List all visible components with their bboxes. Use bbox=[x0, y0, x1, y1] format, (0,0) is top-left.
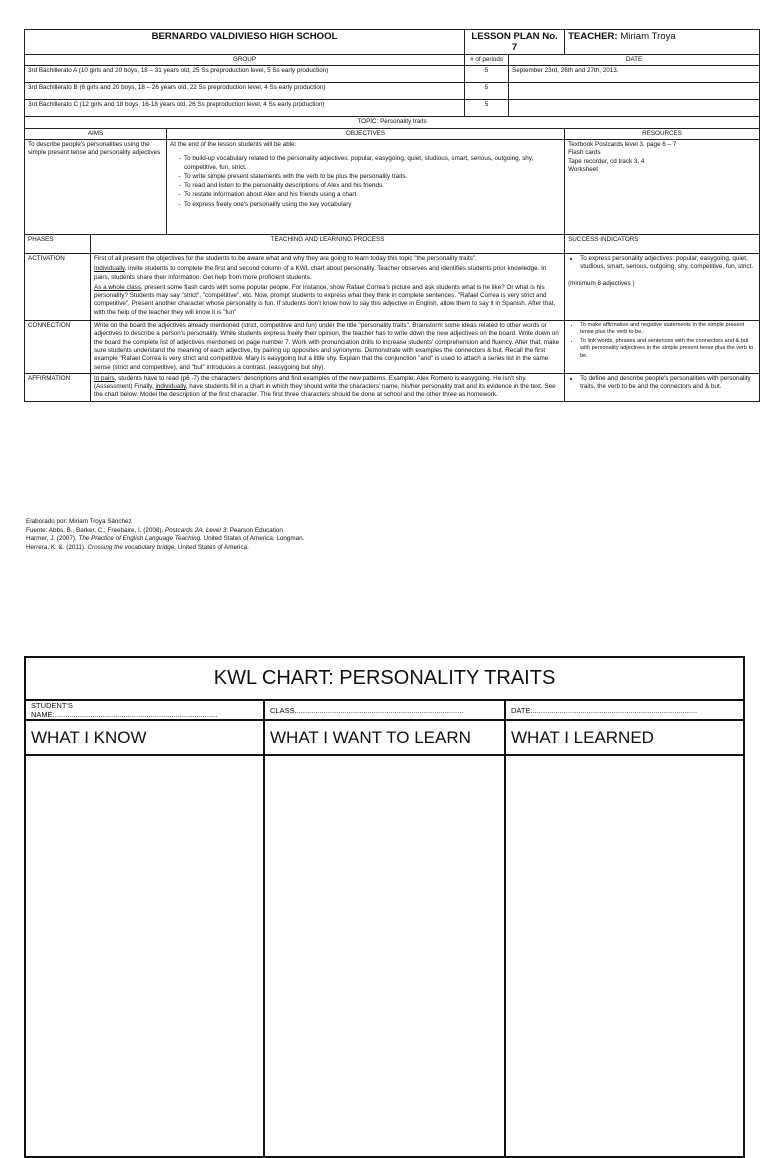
resources-cell bbox=[565, 139, 760, 234]
indicator-item: • To express personality adjectives: popular, easygoing, quiet, studious, smart, serious, outgoing, shy, competitive, fun, strict. bbox=[580, 255, 756, 272]
objective-item: - To write simple present statements with the verb to be plus the personality traits. bbox=[184, 173, 561, 181]
lesson-number: LESSON PLAN No. 7 bbox=[465, 30, 565, 55]
teacher-label: TEACHER: bbox=[568, 31, 618, 42]
connection-indicators bbox=[565, 321, 760, 374]
indicator-item: • To make affirmative and negative statements in the simple present tense plus the verb to be. bbox=[580, 322, 756, 337]
indicator-note: (minimum 8 adjectives ) bbox=[568, 279, 635, 287]
want-answer-area bbox=[264, 755, 505, 1157]
group-a: 3rd Bachillerato A (10 girls and 20 boys, 18 – 31 years old, 25 Ss preproduction level, 5 Ss early production) bbox=[25, 66, 465, 83]
affirmation-indicator-list bbox=[568, 375, 756, 392]
activation-text bbox=[91, 253, 565, 320]
affirmation-indicators bbox=[565, 373, 760, 401]
author-credit: Elaborado por: Miriam Troya Sánchez bbox=[26, 518, 132, 525]
resource-item: Flash cards bbox=[568, 149, 601, 157]
affirmation-text1: , students have to read (p6 -7) the characters' descriptions and find examples of the new patterns. Example: Alex Romero is easygoing. He isn't shy. (Assessment) Finally, bbox=[94, 374, 527, 391]
affirmation-lead: In pairs bbox=[94, 374, 115, 382]
group-header: GROUP bbox=[25, 55, 465, 66]
affirmation-lead2: individually bbox=[155, 383, 186, 391]
affirmation-text2: , have students fill in a chart in which they should write the characters' name, his/her personality trait and its evidence in the text. See the chart below. Model the description of the first character. The first three characters should be done at school and the other three as homework. bbox=[94, 383, 556, 399]
resource-item: Tape recorder, cd track 3, 4 bbox=[568, 157, 645, 165]
kwl-title: KWL CHART: PERSONALITY TRAITS bbox=[25, 657, 744, 700]
group-b: 3rd Bachillerato B (6 girls and 20 boys, 18 – 26 years old, 22 Ss preproduction level, 4 Ss early production) bbox=[25, 83, 465, 100]
objective-item: - To restate information about Alex and his friends using a chart bbox=[184, 191, 561, 199]
reference-item: Fuente: Abbs, B., Barker, C.; Freebaire, I. (2008). Postcards 2A, Level 3: Pearson Education bbox=[26, 526, 283, 534]
know-answer-area bbox=[25, 755, 264, 1157]
activation-p1: First of all present the objectives for the students to be aware what and why they are going to learn today this topic "the personality traits". bbox=[94, 254, 477, 262]
resource-item: Textbook Postcards level 3, page 6 – 7 bbox=[568, 140, 677, 148]
objective-item: - To read and listen to the personality descriptions of Alex and his friends. bbox=[184, 182, 561, 190]
references bbox=[26, 518, 304, 553]
activation-p3-lead: As a whole class bbox=[94, 283, 141, 291]
objectives-header: OBJECTIVES bbox=[167, 128, 565, 139]
date-header: DATE bbox=[509, 55, 760, 66]
objectives-cell bbox=[167, 139, 565, 234]
teacher-cell bbox=[565, 30, 760, 55]
activation-indicators bbox=[565, 253, 760, 320]
phase-connection: CONNECTION bbox=[25, 321, 91, 374]
group-a-date: September 23rd, 26th and 27th, 2013. bbox=[509, 66, 760, 83]
learned-answer-area bbox=[505, 755, 744, 1157]
phase-affirmation: AFFIRMATION bbox=[25, 373, 91, 401]
col-what-i-know: WHAT I KNOW bbox=[25, 720, 264, 755]
activation-p2-lead: Individually bbox=[94, 265, 125, 273]
phase-activation: ACTIVATION bbox=[25, 253, 91, 320]
group-b-date bbox=[509, 83, 760, 100]
indicator-item: • To define and describe people's personalities with personality traits, the verb to be and the connectors and & but. bbox=[580, 375, 756, 392]
aims-text: To describe people's personalities using the simple present tense and personality adjectives bbox=[25, 139, 167, 234]
reference-item: Herrera, K. &. (2011). Crossing the vocabulary bridge. United States of America. bbox=[26, 544, 249, 552]
process-header: TEACHING AND LEARNING PROCESS bbox=[91, 234, 565, 253]
objective-item: - To express freely one's personality using the key vocabulary bbox=[184, 201, 561, 209]
group-b-periods: 5 bbox=[465, 83, 509, 100]
date-field: DATE:............................................................................... bbox=[505, 700, 744, 720]
indicator-item: • To link words, phrases and sentences with the connectors and & but with personality adjectives in the simple present tense plus the verb to be. bbox=[580, 338, 756, 360]
group-c-periods: 5 bbox=[465, 100, 509, 117]
activation-p3: , present some flash cards with some popular people. For instance, show Rafael Correa's picture and ask students what is he like? Or what is his personality? Students may say "strict", "competitive", etc. Now, prompt students to express what they think in complete sentences. "Rafael Correa is very strict and competitive". Present another character whose personality is fun. If students don't know how to say this adjective in English, allow them to say it in Spanish. After that, with the help of the teacher they will know it is "fun" bbox=[94, 283, 556, 316]
activation-p2: , invite students to complete the first and second column of a KWL chart about personality. Teacher observes and identifies students prior knowledge. In pairs, students share their information. Get help from more proficient students. bbox=[94, 265, 547, 281]
phases-header: PHASES bbox=[25, 234, 91, 253]
student-name-field: STUDENT'S NAME:.............................................................................. bbox=[25, 700, 264, 720]
group-c: 3rd Bachillerato C (12 girls and 18 boys, 16-18 years old, 26 Ss preproduction level, 4 Ss early production) bbox=[25, 100, 465, 117]
resources-header: RESOURCES bbox=[565, 128, 760, 139]
connection-text: Write on the board the adjectives already mentioned (strict, competitive and fun) under the title "personality traits". Brainstorm some ideas related to other words or adjectives to describe a person's personality. While students express freely their opinion, the teacher has to write down the new adjectives on the board. Write down on the board the complete list of adjectives mentioned on page number 7. Work with pronunciation drills to increase students' comprehension and fluency. After that, make sure students understand the meaning of each adjective, by pairing up opposites and synonyms. Demonstrate with examples the connectors & but. Recall the first example "Rafael Correa is very strict and competitive. Mary is easygoing but a little shy. Explain that the conjunction "and" is used to attach a series list in the same sense (strict and competitive), and "but" introduces a contrast. (easygoing but shy). bbox=[91, 321, 565, 374]
kwl-chart bbox=[24, 656, 745, 1158]
resource-item: Worksheet bbox=[568, 165, 599, 173]
indicators-header: SUCCESS INDICATORS bbox=[565, 234, 760, 253]
col-what-i-want-to-learn: WHAT I WANT TO LEARN bbox=[264, 720, 505, 755]
col-what-i-learned: WHAT I LEARNED bbox=[505, 720, 744, 755]
group-c-date bbox=[509, 100, 760, 117]
activation-indicator-list bbox=[568, 255, 756, 272]
objectives-list bbox=[170, 155, 561, 209]
lesson-plan-table bbox=[24, 29, 760, 402]
objective-item: - To build-up vocabulary related to the personality adjectives: popular, easygoing, quiet, studious, smart, serious, outgoing, shy, competitive, fun, strict. bbox=[184, 155, 561, 172]
teacher-name: Miriam Troya bbox=[620, 31, 676, 42]
group-a-periods: 5 bbox=[465, 66, 509, 83]
objectives-intro: At the end of the lesson students will be able: bbox=[170, 140, 297, 148]
topic: TOPIC: Personality traits bbox=[25, 117, 760, 128]
class-field: CLASS................................................................................. bbox=[264, 700, 505, 720]
school-name: BERNARDO VALDIVIESO HIGH SCHOOL bbox=[25, 30, 465, 55]
aims-header: AIMS bbox=[25, 128, 167, 139]
connection-indicator-list bbox=[568, 322, 756, 360]
periods-header: # of periods bbox=[465, 55, 509, 66]
reference-item: Harmer, J. (2007). The Practice of English Language Teaching. United States of America: Longman. bbox=[26, 535, 305, 543]
affirmation-text bbox=[91, 373, 565, 401]
